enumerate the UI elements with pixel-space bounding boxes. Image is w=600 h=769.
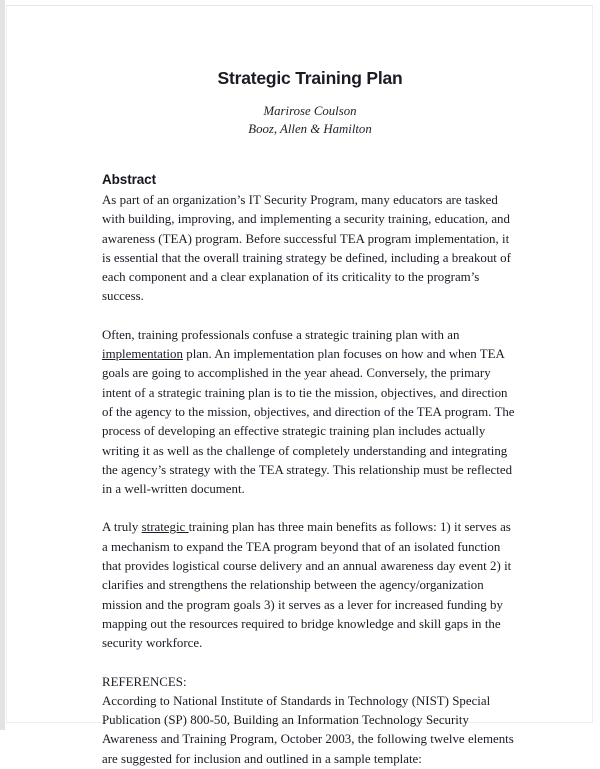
underlined-text: implementation — [102, 347, 183, 362]
page-left-gutter — [0, 0, 5, 730]
underlined-text: strategic — [141, 520, 189, 535]
author-name: Marirose Coulson — [263, 104, 357, 118]
abstract-heading: Abstract — [102, 172, 156, 187]
benefits-paragraph: A truly strategic training plan has three main benefits as follows: 1) it serves as a mechanism to expand the TEA program beyond that of an isolated function that provides logistical course delivery and an annual awareness day event 2) it clarifies and strengthens the relationship between the agency/organization mission and the program goals 3) it serves as a lever for increased funding by mapping out the resources required to bridge knowledge and skill gaps in the security workforce. — [102, 520, 512, 651]
page-title: Strategic Training Plan — [217, 68, 403, 88]
references-paragraph: According to National Institute of Standards in Technology (NIST) Special Publication (SP) 800-50, Building an Information Technology Security Awareness and Training Program, October 2003, the following twelve elements are suggested for inclusion and outlined in a sample template: — [102, 693, 514, 766]
author-affiliation: Booz, Allen & Hamilton — [248, 122, 372, 136]
references-heading: REFERENCES: — [102, 674, 187, 689]
document-content — [102, 0, 518, 766]
implementation-paragraph: Often, training professionals confuse a strategic training plan with an implementation plan. An implementation plan focuses on how and when TEA goals are going to accomplished in the year ahead. Conversely, the primary intent of a strategic training plan is to tie the mission, objectives, and direction of the agency to the mission, objectives, and direction of the TEA program. The process of developing an effective strategic training plan includes actually writing it as well as the challenge of completely understanding and integrating the agency’s strategy with the TEA strategy. This relationship must be reflected in a well-written document. — [102, 327, 515, 497]
abstract-paragraph: As part of an organization’s IT Security Program, many educators are tasked with building, improving, and implementing a security training, education, and awareness (TEA) program. Before successful TEA program implementation, it is essential that the overall training strategy be defined, including a breakout of each component and a clear explanation of its criticality to the program’s success. — [102, 193, 511, 304]
